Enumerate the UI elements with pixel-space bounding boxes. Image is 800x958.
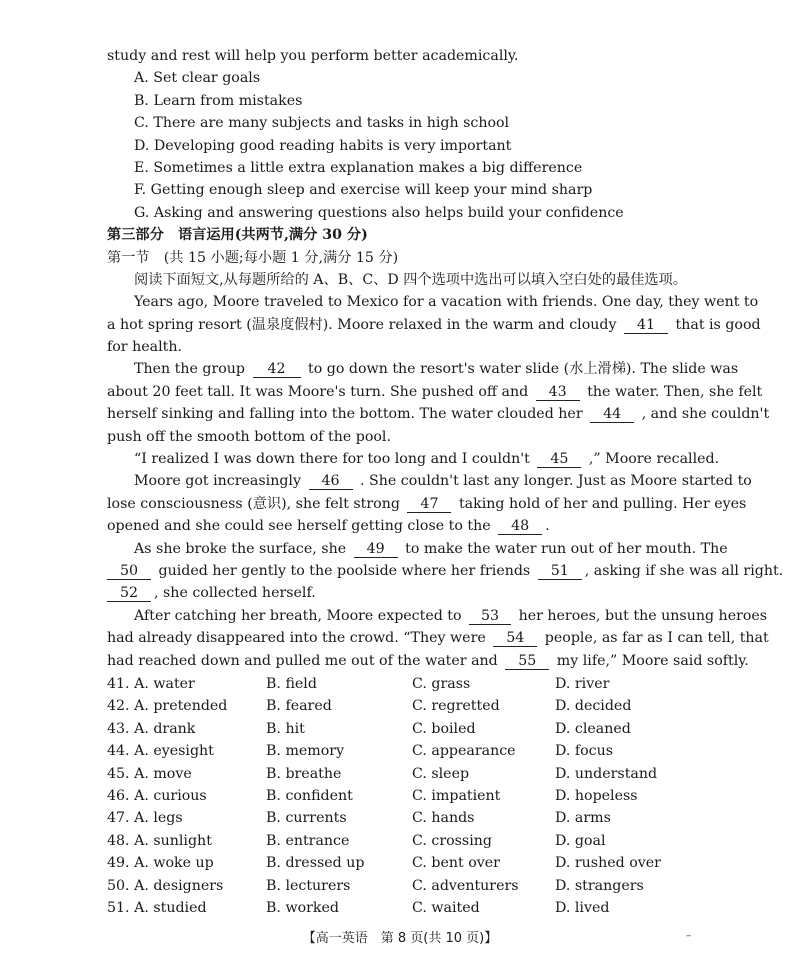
choice-b: B. hit (266, 720, 305, 737)
passage-text: people, as far as I can tell, that (544, 630, 769, 647)
passage-line (107, 560, 784, 582)
passage-text: , and she couldn't (641, 406, 770, 423)
option-g: G. Asking and answering questions also helps build your confidence (134, 204, 624, 221)
choice-b: B. memory (266, 743, 345, 760)
choice-d: D. lived (555, 900, 610, 916)
choice-a: 45. A. move (107, 765, 192, 782)
choice-a: 51. A. studied (107, 900, 207, 916)
passage-line (107, 582, 697, 604)
choice-c: C. grass (412, 675, 471, 692)
choice-c: C. hands (412, 810, 475, 827)
passage-text: guided her gently to the poolside where her friends (158, 562, 531, 579)
passage-text: to make the water run out of her mouth. The (405, 540, 728, 557)
passage-text: taking hold of her and pulling. Her eyes (458, 495, 747, 512)
passage-line (107, 515, 697, 537)
choice-d: D. focus (555, 743, 614, 760)
passage-line: Years ago, Moore traveled to Mexico for a vacation with friends. One day, they went to (134, 294, 759, 311)
blank-51: 51 (538, 563, 582, 580)
passage-line: push off the smooth bottom of the pool. (107, 428, 391, 445)
choice-a: 47. A. legs (107, 810, 183, 827)
choice-c: C. waited (412, 900, 480, 916)
passage-text: , asking if she was all right. (584, 562, 784, 579)
option-c: C. There are many subjects and tasks in high school (134, 115, 510, 132)
choice-b: B. confident (266, 787, 353, 804)
question-row (107, 807, 695, 829)
choice-d: D. river (555, 675, 610, 692)
choice-a: 44. A. eyesight (107, 743, 214, 760)
choice-a: 49. A. woke up (107, 855, 214, 872)
passage-line (107, 605, 768, 627)
choice-b: B. dressed up (266, 855, 365, 872)
passage-text: that is good (675, 316, 761, 333)
choice-c: C. crossing (412, 832, 492, 849)
choice-b: B. breathe (266, 765, 342, 782)
passage-text: “I realized I was down there for too long and I couldn't (134, 451, 530, 468)
option-a: A. Set clear goals (134, 70, 261, 87)
passage-line (107, 448, 720, 470)
passage-text: , she collected herself. (154, 585, 316, 602)
choice-d: D. decided (555, 698, 632, 715)
choice-c: C. appearance (412, 743, 516, 760)
blank-48: 48 (498, 518, 542, 535)
choice-d: D. understand (555, 765, 658, 782)
part3-title: 第三部分 语言运用(共两节,满分 30 分) (107, 227, 368, 244)
passage-text: had already disappeared into the crowd. “They were (107, 630, 486, 647)
passage-line (107, 381, 763, 403)
passage-text: After catching her breath, Moore expected to (134, 607, 462, 624)
question-options-table (107, 673, 695, 919)
blank-49: 49 (354, 541, 398, 558)
blank-42: 42 (253, 361, 301, 378)
choice-b: B. currents (266, 810, 347, 827)
blank-50: 50 (107, 563, 151, 580)
question-row (107, 740, 695, 762)
question-row (107, 830, 695, 852)
options-list (107, 67, 697, 224)
passage-text: her heroes, but the unsung heroes (518, 607, 768, 624)
choice-d: D. cleaned (555, 720, 631, 737)
passage-line (107, 650, 749, 672)
passage-text: . She couldn't last any longer. Just as Moore started to (360, 473, 752, 490)
passage-text: about 20 feet tall. It was Moore's turn. She pushed off and (107, 383, 529, 400)
blank-43: 43 (536, 384, 580, 401)
blank-53: 53 (469, 608, 511, 625)
exam-page (107, 45, 784, 919)
passage-text: . (545, 518, 550, 535)
passage-line (107, 538, 728, 560)
choice-c: C. adventurers (412, 877, 519, 894)
passage-text: Moore got increasingly (134, 473, 301, 490)
passage-line (107, 403, 770, 425)
choice-b: B. feared (266, 698, 332, 715)
option-f: F. Getting enough sleep and exercise will keep your mind sharp (134, 182, 593, 199)
blank-52: 52 (107, 585, 151, 602)
choice-b: B. worked (266, 900, 339, 916)
instruction: 阅读下面短文,从每题所给的 A、B、C、D 四个选项中选出可以填入空白处的最佳选项。 (134, 271, 687, 288)
blank-41: 41 (624, 317, 668, 334)
passage-line (107, 493, 747, 515)
section1-title: 第一节 (共 15 小题;每小题 1 分,满分 15 分) (107, 249, 399, 266)
question-row (107, 763, 695, 785)
choice-a: 41. A. water (107, 675, 195, 692)
blank-47: 47 (407, 496, 451, 513)
option-b: B. Learn from mistakes (134, 92, 303, 109)
option-d: D. Developing good reading habits is very important (134, 137, 512, 154)
blank-44: 44 (590, 406, 634, 423)
choice-a: 50. A. designers (107, 877, 224, 894)
option-e: E. Sometimes a little extra explanation makes a big difference (134, 159, 583, 176)
choice-c: C. sleep (412, 765, 470, 782)
question-row (107, 695, 695, 717)
blank-46: 46 (309, 473, 353, 490)
passage-text: As she broke the surface, she (134, 540, 347, 557)
choice-a: 42. A. pretended (107, 698, 228, 715)
choice-d: D. rushed over (555, 855, 661, 872)
passage-line: for health. (107, 339, 182, 356)
choice-a: 46. A. curious (107, 787, 207, 804)
question-row (107, 897, 695, 919)
question-row (107, 673, 695, 695)
passage-text: lose consciousness (意识), she felt strong (107, 495, 400, 512)
choice-a: 43. A. drank (107, 720, 196, 737)
passage-text: Then the group (134, 361, 246, 378)
choice-b: B. field (266, 675, 317, 692)
question-row (107, 875, 695, 897)
passage-text: herself sinking and falling into the bottom. The water clouded her (107, 406, 583, 423)
choice-c: C. bent over (412, 855, 500, 872)
passage-text: to go down the resort's water slide (水上滑梯). The slide was (308, 361, 739, 378)
choice-c: C. boiled (412, 720, 476, 737)
choice-b: B. lecturers (266, 877, 351, 894)
question-row (107, 785, 695, 807)
passage-text: the water. Then, she felt (587, 383, 763, 400)
passage-text: a hot spring resort (温泉度假村). Moore relaxed in the warm and cloudy (107, 316, 617, 333)
question-row (107, 852, 695, 874)
question-row (107, 718, 695, 740)
passage-line (107, 358, 739, 380)
cloze-passage (107, 291, 784, 672)
passage-line (107, 627, 769, 649)
choice-b: B. entrance (266, 832, 350, 849)
passage-line (107, 314, 761, 336)
passage-text: ,” Moore recalled. (588, 451, 720, 468)
page-footer: 【高一英语 第 8 页(共 10 页)】 (302, 931, 498, 946)
passage-text: opened and she could see herself getting close to the (107, 518, 491, 535)
passage-text: had reached down and pulled me out of the water and (107, 652, 498, 669)
choice-d: D. hopeless (555, 787, 638, 804)
passage-line (107, 470, 752, 492)
choice-d: D. goal (555, 832, 606, 849)
blank-54: 54 (493, 630, 537, 647)
blank-45: 45 (537, 451, 581, 468)
blank-55: 55 (505, 653, 549, 670)
choice-c: C. regretted (412, 698, 500, 715)
choice-d: D. strangers (555, 877, 644, 894)
corner-mark: – (686, 929, 692, 942)
passage-text: my life,” Moore said softly. (556, 652, 749, 669)
intro-line: study and rest will help you perform better academically. (107, 48, 519, 64)
choice-d: D. arms (555, 810, 611, 827)
choice-c: C. impatient (412, 787, 501, 804)
choice-a: 48. A. sunlight (107, 832, 212, 849)
